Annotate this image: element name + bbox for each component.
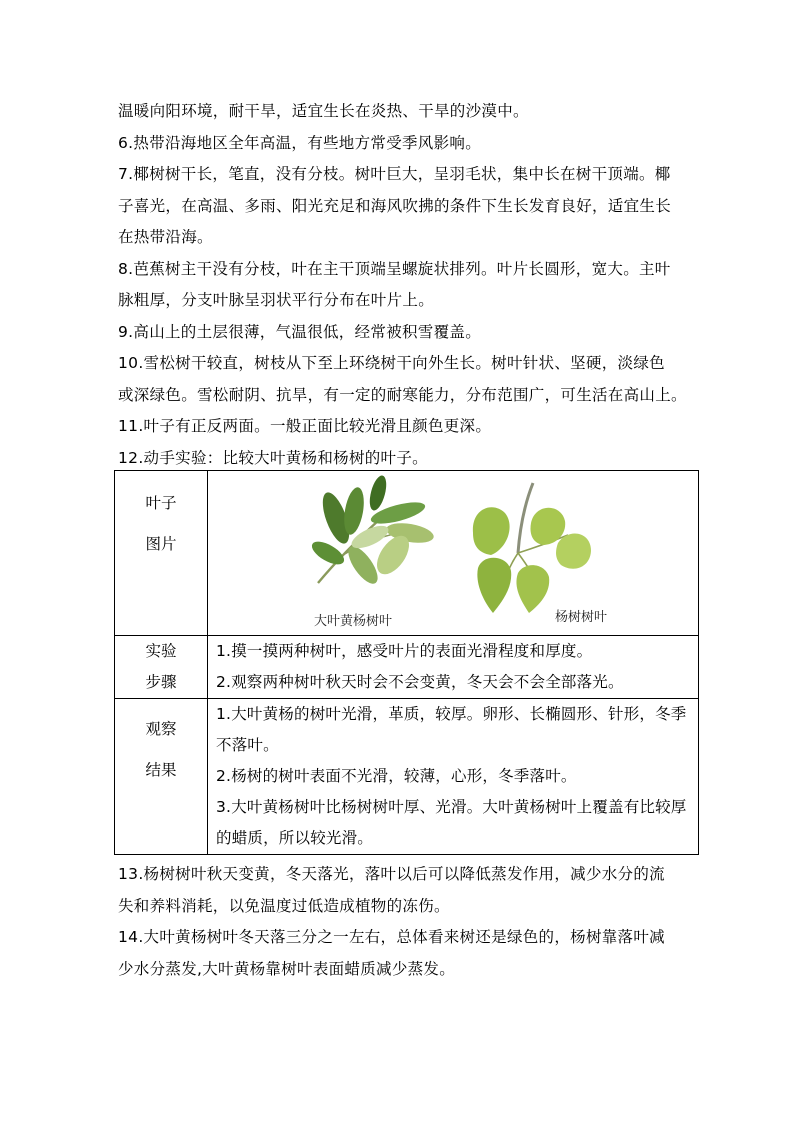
step-line: 1.摸一摸两种树叶，感受叶片的表面光滑程度和厚度。 xyxy=(216,642,593,660)
label-line: 图片 xyxy=(145,535,177,553)
leaf-pictures-cell xyxy=(208,471,699,636)
label-line: 实验 xyxy=(145,642,177,660)
result-line: 1.大叶黄杨的树叶光滑，革质，较厚。卵形、长椭圆形、针形，冬季 xyxy=(216,705,687,723)
text-line: 少水分蒸发,大叶黄杨靠树叶表面蜡质减少蒸发。 xyxy=(118,959,456,978)
text-line: 13.杨树树叶秋天变黄，冬天落光，落叶以后可以降低蒸发作用，减少水分的流 xyxy=(118,865,665,883)
text-line: 温暖向阳环境，耐干旱，适宜生长在炎热、干旱的沙漠中。 xyxy=(118,102,529,120)
text-line: 子喜光，在高温、多雨、阳光充足和海风吹拂的条件下生长发育良好，适宜生长 xyxy=(118,196,672,215)
text-line: 14.大叶黄杨树叶冬天落三分之一左右，总体看来树还是绿色的，杨树靠落叶减 xyxy=(118,928,665,946)
text-line: 10.雪松树干较直，树枝从下至上环绕树干向外生长。树叶针状、坚硬，淡绿色 xyxy=(118,354,665,372)
label-cell xyxy=(115,471,208,636)
result-line: 3.大叶黄杨树叶比杨树树叶厚、光滑。大叶黄杨树叶上覆盖有比较厚 xyxy=(216,798,687,816)
text-line: 在热带沿海。 xyxy=(118,228,213,246)
label-line: 观察 xyxy=(145,720,177,738)
table-row xyxy=(115,471,699,636)
result-line: 不落叶。 xyxy=(216,736,279,754)
label-line: 叶子 xyxy=(145,494,177,512)
label-cell xyxy=(115,699,208,855)
boxwood-leaf-image xyxy=(288,473,448,633)
steps-cell xyxy=(208,636,699,699)
result-line: 2.杨树的树叶表面不光滑，较薄，心形，冬季落叶。 xyxy=(216,767,577,785)
label-cell xyxy=(115,636,208,699)
body-text-top xyxy=(118,96,700,474)
table-row xyxy=(115,636,699,699)
text-line: 失和养料消耗，以免温度过低造成植物的冻伤。 xyxy=(118,896,450,915)
poplar-leaf-image xyxy=(463,473,623,633)
step-line: 2.观察两种树叶秋天时会不会变黄，冬天会不会全部落光。 xyxy=(216,673,624,691)
body-text-bottom xyxy=(118,859,700,985)
text-line: 7.椰树树干长，笔直，没有分枝。树叶巨大，呈羽毛状，集中长在树干顶端。椰 xyxy=(118,165,671,183)
results-cell xyxy=(208,699,699,855)
text-line: 12.动手实验：比较大叶黄杨和杨树的叶子。 xyxy=(118,448,428,467)
left-image-caption: 大叶黄杨树叶 xyxy=(314,614,393,629)
text-line: 脉粗厚，分支叶脉呈羽状平行分布在叶片上。 xyxy=(118,291,435,309)
result-line: 的蜡质，所以较光滑。 xyxy=(216,829,374,847)
text-line: 11.叶子有正反两面。一般正面比较光滑且颜色更深。 xyxy=(118,417,492,435)
label-line: 步骤 xyxy=(145,673,177,691)
experiment-table xyxy=(114,470,699,855)
table-row xyxy=(115,699,699,855)
text-line: 或深绿色。雪松耐阴、抗旱，有一定的耐寒能力，分布范围广，可生活在高山上。 xyxy=(118,385,687,404)
text-line: 8.芭蕉树主干没有分枝，叶在主干顶端呈螺旋状排列。叶片长圆形，宽大。主叶 xyxy=(118,259,671,278)
right-image-caption: 杨树树叶 xyxy=(555,610,608,625)
text-line: 6.热带沿海地区全年高温，有些地方常受季风影响。 xyxy=(118,133,481,152)
label-line: 结果 xyxy=(145,761,177,779)
text-line: 9.高山上的土层很薄，气温很低，经常被积雪覆盖。 xyxy=(118,322,481,341)
